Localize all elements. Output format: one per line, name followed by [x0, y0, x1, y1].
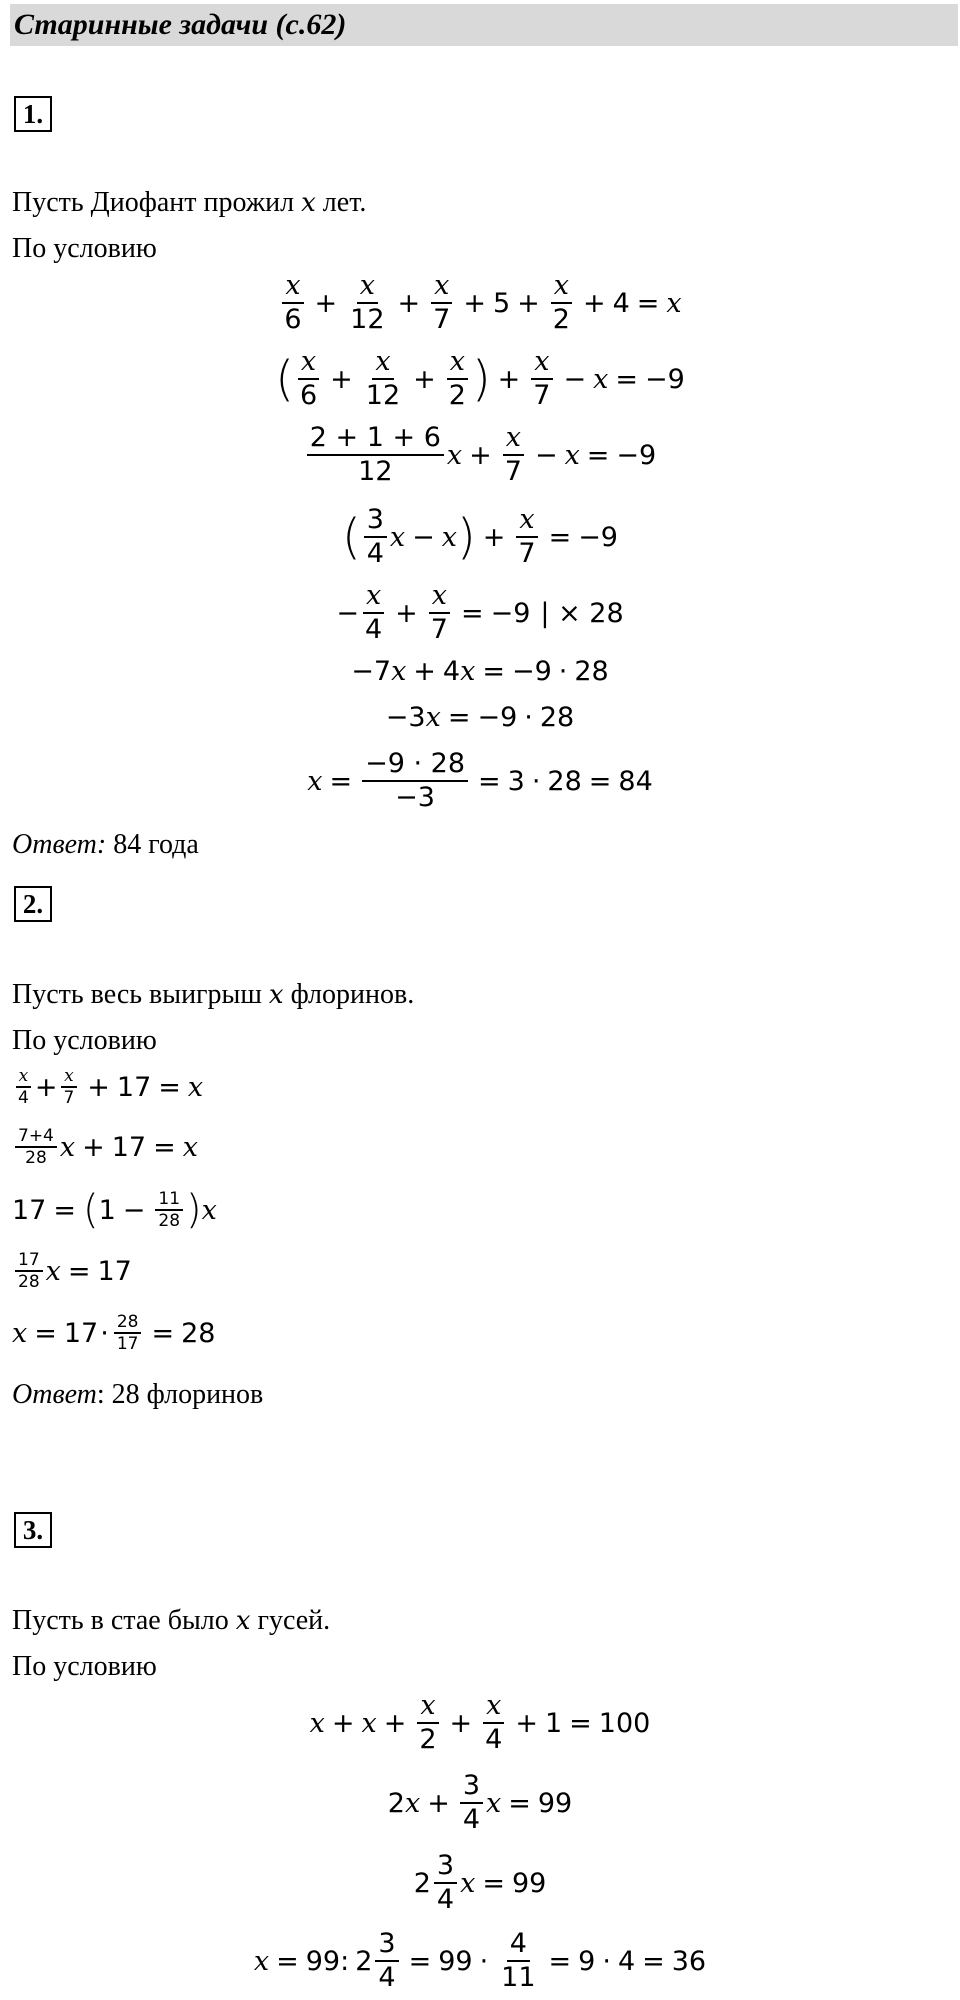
- operator: =: [447, 702, 471, 733]
- operator: +: [469, 439, 492, 471]
- operator: ·: [602, 1945, 611, 1977]
- numerator: x: [551, 270, 572, 304]
- paren-left: (: [82, 1187, 99, 1233]
- numerator: 28: [114, 1312, 142, 1334]
- numerator: x: [447, 346, 468, 380]
- number: 99: [511, 1867, 547, 1899]
- denominator: 6: [299, 380, 318, 411]
- numerator: x: [483, 1690, 504, 1724]
- denominator: 12: [350, 304, 385, 335]
- fraction: [530, 346, 553, 412]
- operator: −: [336, 597, 359, 629]
- number: 99: [537, 1787, 573, 1819]
- problem-2-condition: По условию: [12, 1025, 157, 1056]
- problem-1-condition: По условию: [12, 233, 157, 264]
- fraction: [15, 1066, 32, 1108]
- intro-variable: x: [268, 980, 284, 1010]
- p1-equation-5: [0, 580, 960, 646]
- operator: +: [413, 656, 436, 687]
- p2-equation-5: [12, 1312, 215, 1354]
- problem-1-answer: [12, 828, 199, 862]
- p2-equation-3: [12, 1186, 217, 1234]
- intro-variable: x: [301, 188, 316, 218]
- number: 84: [618, 765, 653, 797]
- operator: =: [478, 765, 501, 797]
- denominator: 12: [358, 456, 393, 487]
- numerator: 11: [155, 1189, 183, 1211]
- variable: x: [187, 1071, 204, 1103]
- answer-value: 84 года: [113, 829, 199, 860]
- number: −7: [351, 656, 392, 687]
- paren-right: ): [186, 1187, 202, 1233]
- operator: +: [515, 1707, 538, 1739]
- operator: +: [482, 521, 506, 553]
- operator: =: [408, 1945, 432, 1977]
- numerator: 3: [364, 504, 387, 538]
- variable: x: [441, 521, 458, 553]
- denominator: 4: [485, 1724, 503, 1755]
- variable: x: [361, 1707, 377, 1739]
- variable: x: [201, 1194, 217, 1226]
- denominator: 4: [364, 614, 383, 645]
- operator: =: [548, 1945, 572, 1977]
- operator: ·: [531, 765, 541, 797]
- p1-equation-2: [0, 346, 960, 412]
- p3-equation-1: [0, 1690, 960, 1756]
- number: 100: [598, 1707, 651, 1739]
- problem-1-intro: [12, 186, 366, 220]
- operator: =: [482, 656, 505, 687]
- intro-text: Пусть весь выигрыш: [12, 979, 262, 1010]
- denominator: 7: [533, 380, 551, 411]
- denominator: −3: [395, 782, 435, 813]
- operator: +: [314, 287, 338, 319]
- variable: x: [486, 1787, 502, 1819]
- operator: +: [517, 287, 540, 319]
- denominator: 28: [158, 1211, 181, 1231]
- problem-number-2: 2.: [14, 886, 52, 922]
- numerator: 3: [460, 1770, 483, 1804]
- paren-left: (: [342, 509, 361, 565]
- operator: +: [82, 1131, 105, 1163]
- operator: :: [340, 1945, 350, 1977]
- operator: =: [615, 363, 638, 395]
- variable: x: [253, 1945, 270, 1977]
- denominator: 7: [518, 538, 536, 569]
- operator: +: [413, 363, 436, 395]
- operator: =: [642, 1945, 665, 1977]
- denominator: 2: [552, 304, 570, 335]
- denominator: 2: [448, 380, 466, 411]
- p3-equation-2: [0, 1770, 960, 1836]
- variable: x: [182, 1131, 198, 1163]
- fraction: [502, 422, 525, 488]
- operator: −: [534, 439, 558, 471]
- paren-right: ): [457, 509, 476, 565]
- operator: =: [34, 1317, 57, 1349]
- numerator: x: [429, 580, 450, 614]
- number: −3: [385, 702, 426, 733]
- number: 17: [63, 1317, 99, 1349]
- problem-2-answer: [12, 1378, 263, 1412]
- number: 17: [12, 1194, 47, 1226]
- variable: x: [389, 521, 406, 553]
- denominator: 2: [419, 1724, 437, 1755]
- number: 5: [492, 287, 511, 319]
- number: −9: [644, 363, 685, 395]
- p3-equation-4: [0, 1928, 960, 1994]
- variable: x: [446, 439, 463, 471]
- p2-equation-2: [12, 1126, 198, 1168]
- fraction: [155, 1189, 183, 1231]
- p1-equation-4: [0, 504, 960, 570]
- operator: =: [158, 1071, 181, 1103]
- operator: =: [508, 1787, 531, 1819]
- numerator: 2 + 1 + 6: [307, 422, 444, 456]
- numerator: 3: [434, 1850, 457, 1884]
- number: 9: [578, 1945, 596, 1977]
- number: 99: [438, 1945, 473, 1977]
- fraction: [347, 270, 387, 336]
- operator: ·: [100, 1317, 109, 1349]
- denominator: 4: [378, 1962, 396, 1993]
- operator: −: [412, 521, 435, 553]
- fraction: [60, 1066, 77, 1108]
- number: 28: [547, 765, 582, 797]
- operator: +: [87, 1071, 110, 1103]
- operator: +: [582, 287, 606, 319]
- denominator: 17: [116, 1334, 139, 1354]
- problem-number-1: 1.: [14, 96, 52, 132]
- intro-text: Пусть в стае было: [12, 1605, 229, 1636]
- number: −9: [616, 439, 657, 471]
- p2-equation-4: [12, 1250, 132, 1292]
- numerator: x: [372, 346, 393, 380]
- variable: x: [425, 702, 441, 733]
- numerator: x: [282, 270, 303, 304]
- operator: =: [636, 287, 660, 319]
- number: 4: [612, 287, 630, 319]
- fraction: [362, 748, 468, 814]
- fraction: [375, 1928, 398, 1994]
- problem-3-intro: [12, 1604, 330, 1638]
- denominator: 7: [504, 456, 522, 487]
- fraction: [460, 1770, 483, 1836]
- number: −9: [477, 702, 518, 733]
- intro-text-end: лет.: [322, 187, 367, 218]
- paren-left: (: [275, 351, 294, 407]
- fraction: [363, 346, 403, 412]
- fraction: [550, 270, 573, 336]
- operator: ·: [479, 1945, 489, 1977]
- numerator: x: [431, 270, 452, 304]
- intro-text-end: флоринов.: [290, 979, 415, 1010]
- operator: =: [586, 439, 610, 471]
- numerator: x: [298, 346, 319, 380]
- problem-2-intro: [12, 978, 414, 1012]
- number: 17: [97, 1255, 132, 1287]
- fraction: [114, 1312, 142, 1354]
- number: 4: [442, 656, 461, 687]
- fraction: [428, 580, 451, 646]
- denominator: 11: [501, 1962, 536, 1993]
- paren-right: ): [471, 351, 491, 407]
- number: 17: [116, 1071, 152, 1103]
- answer-label: Ответ:: [12, 829, 107, 860]
- number: −9: [578, 521, 618, 553]
- fraction: [364, 504, 387, 570]
- number: 28: [181, 1317, 216, 1349]
- operator: =: [548, 521, 572, 553]
- number: 1: [98, 1194, 116, 1226]
- fraction: [362, 580, 385, 646]
- operator: =: [67, 1255, 91, 1287]
- p1-equation-6: [0, 656, 960, 687]
- number: 28: [539, 702, 575, 733]
- denominator: 4: [436, 1884, 455, 1915]
- problem-number-3: 3.: [14, 1512, 52, 1548]
- operator: ·: [558, 656, 568, 687]
- number: −9: [490, 597, 531, 629]
- numerator: x: [417, 1690, 438, 1724]
- numerator: x: [61, 1066, 77, 1088]
- fraction: [281, 270, 304, 336]
- operator: =: [482, 1867, 505, 1899]
- operator: −: [122, 1194, 146, 1226]
- numerator: 17: [15, 1250, 43, 1272]
- variable: x: [309, 1707, 325, 1739]
- numerator: x: [363, 580, 384, 614]
- fraction: [498, 1928, 538, 1994]
- variable: x: [460, 656, 476, 687]
- denominator: 28: [25, 1148, 47, 1168]
- numerator: 4: [507, 1928, 530, 1962]
- variable: x: [564, 439, 580, 471]
- denominator: 28: [18, 1272, 40, 1292]
- operator: =: [460, 597, 484, 629]
- intro-text-end: гусей.: [257, 1605, 331, 1636]
- numerator: 3: [375, 1928, 398, 1962]
- operator: =: [588, 765, 612, 797]
- number: 36: [671, 1945, 707, 1977]
- denominator: 12: [365, 380, 401, 411]
- denominator: 7: [433, 304, 451, 335]
- p2-equation-1: [12, 1066, 203, 1108]
- p3-equation-3: [0, 1850, 960, 1916]
- p1-equation-3: [0, 422, 960, 488]
- numerator: x: [531, 346, 552, 380]
- numerator: 7+4: [15, 1126, 57, 1148]
- problem-3-condition: По условию: [12, 1651, 157, 1682]
- operator: +: [331, 1707, 355, 1739]
- number: 3: [507, 765, 525, 797]
- number: 4: [617, 1945, 636, 1977]
- operator: =: [276, 1945, 299, 1977]
- operator: =: [53, 1194, 76, 1226]
- operator: +: [497, 363, 521, 395]
- operator: +: [397, 287, 421, 319]
- operator: +: [383, 1707, 407, 1739]
- variable: x: [59, 1131, 76, 1163]
- variable: x: [404, 1787, 421, 1819]
- variable: x: [666, 287, 682, 319]
- numerator: x: [503, 422, 524, 456]
- answer-value: : 28 флоринов: [96, 1379, 264, 1410]
- operator: =: [153, 1131, 176, 1163]
- operator: +: [34, 1071, 58, 1103]
- fraction: [15, 1126, 57, 1168]
- variable: x: [307, 765, 323, 797]
- number: −9: [511, 656, 552, 687]
- variable: x: [391, 656, 407, 687]
- number: 2: [413, 1867, 431, 1899]
- fraction: [482, 1690, 505, 1756]
- p1-equation-8: [0, 748, 960, 814]
- operator: +: [427, 1787, 450, 1819]
- fraction: [307, 422, 444, 488]
- fraction: [515, 504, 538, 570]
- operator: +: [330, 363, 353, 395]
- operator: −: [563, 363, 587, 395]
- section-title: Старинные задачи (с.62): [14, 8, 347, 41]
- answer-label: Ответ: [12, 1379, 97, 1410]
- denominator: 6: [284, 304, 302, 335]
- operator: ·: [524, 702, 533, 733]
- numerator: x: [516, 504, 537, 538]
- variable: x: [12, 1317, 28, 1349]
- denominator: 4: [462, 1804, 480, 1835]
- operator: =: [329, 765, 353, 797]
- number: 28: [574, 656, 609, 687]
- numerator: x: [16, 1066, 32, 1088]
- denominator: 4: [366, 538, 384, 569]
- number: 17: [111, 1131, 147, 1163]
- fraction: [446, 346, 469, 412]
- denominator: 7: [63, 1088, 75, 1108]
- fraction: [15, 1250, 43, 1292]
- variable: x: [45, 1255, 61, 1287]
- operator: +: [449, 1707, 473, 1739]
- fraction: [434, 1850, 457, 1916]
- number: 1: [544, 1707, 563, 1739]
- section-header: [10, 4, 958, 46]
- p1-equation-7: [0, 702, 960, 733]
- fraction: [297, 346, 320, 412]
- operator: =: [151, 1317, 175, 1349]
- multiplier-note: | × 28: [540, 597, 624, 629]
- intro-text: Пусть Диофант прожил: [12, 187, 295, 218]
- denominator: 4: [18, 1088, 29, 1108]
- numerator: −9 · 28: [362, 748, 468, 782]
- operator: +: [395, 597, 418, 629]
- operator: =: [569, 1707, 592, 1739]
- numerator: x: [357, 270, 378, 304]
- number: 99: [305, 1945, 341, 1977]
- fraction: [416, 1690, 439, 1756]
- number: 2: [387, 1787, 405, 1819]
- denominator: 7: [430, 614, 448, 645]
- intro-variable: x: [235, 1606, 251, 1636]
- p1-equation-1: [0, 270, 960, 336]
- number: 2: [355, 1945, 373, 1977]
- fraction: [430, 270, 453, 336]
- operator: +: [463, 287, 486, 319]
- variable: x: [460, 1867, 476, 1899]
- variable: x: [593, 363, 609, 395]
